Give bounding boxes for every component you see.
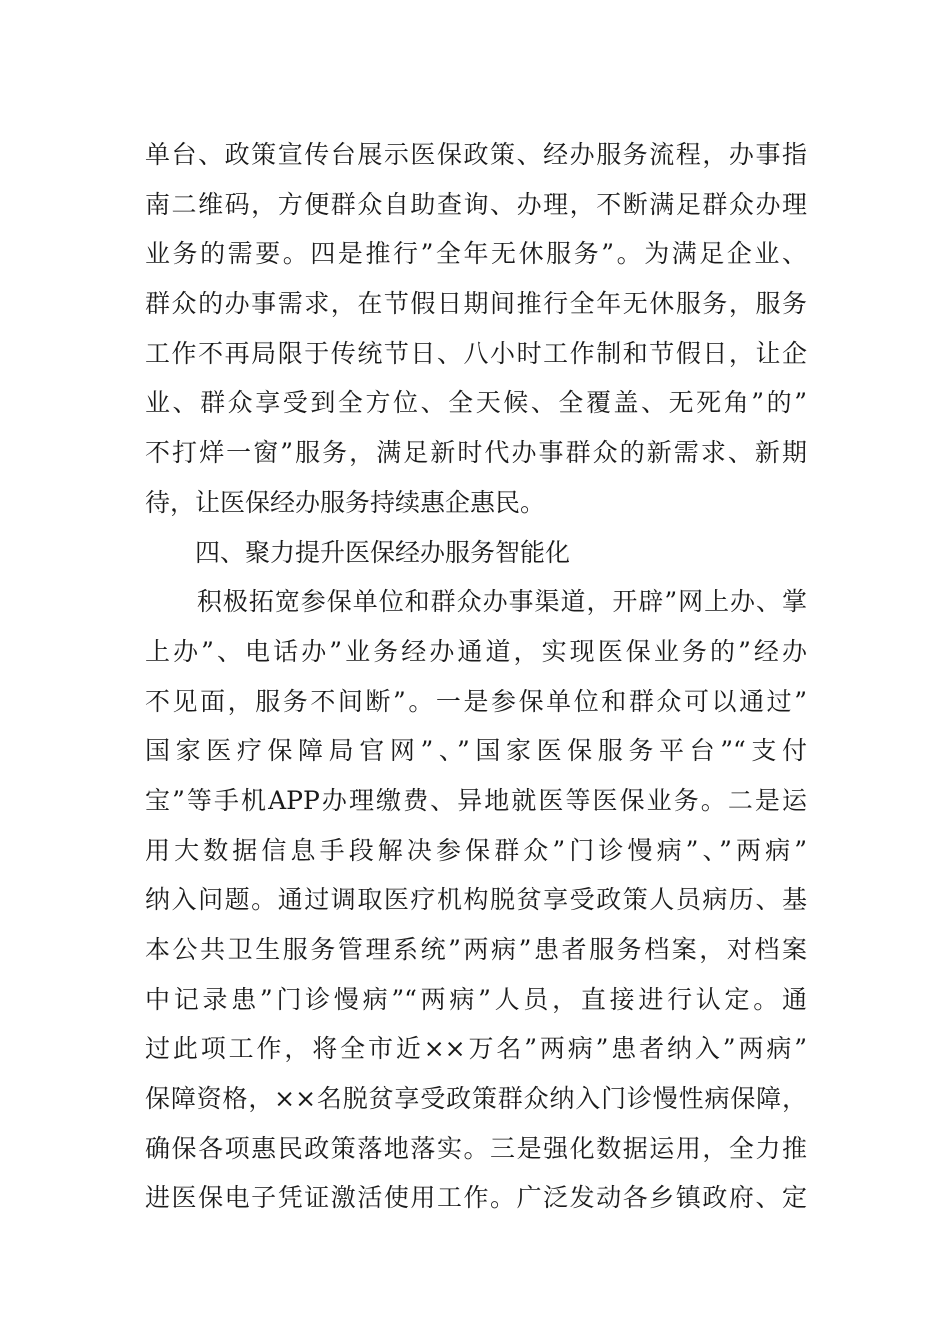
text-line: 确保各项惠民政策落地落实。三是强化数据运用，全力推 [145, 1133, 807, 1163]
text-line: 工作不再局限于传统节日、八小时工作制和节假日，让企 [145, 338, 807, 368]
document-body [145, 130, 807, 1223]
text-line: 用大数据信息手段解决参保群众”门诊慢病”、”两病” [145, 835, 807, 865]
text-line: 上办”、电话办”业务经办通道，实现医保业务的”经办 [145, 636, 807, 666]
text-line: 过此项工作，将全市近××万名”两病”患者纳入”两病” [145, 1034, 807, 1064]
text-line: 纳入问题。通过调取医疗机构脱贫享受政策人员病历、基 [145, 885, 807, 915]
text-line: 不见面，服务不间断”。一是参保单位和群众可以通过” [145, 686, 807, 716]
text-line: 本公共卫生服务管理系统”两病”患者服务档案，对档案 [145, 935, 807, 964]
text-line: 群众的办事需求，在节假日期间推行全年无休服务，服务 [145, 289, 807, 319]
section-heading: 四、聚力提升医保经办服务智能化 [145, 537, 571, 567]
text-line: 进医保电子凭证激活使用工作。广泛发动各乡镇政府、定 [145, 1183, 807, 1213]
text-line: 保障资格，××名脱贫享受政策群众纳入门诊慢性病保障， [145, 1084, 807, 1114]
text-line: 待，让医保经办服务持续惠企惠民。 [145, 487, 546, 517]
text-line: 单台、政策宣传台展示医保政策、经办服务流程，办事指 [145, 140, 807, 169]
text-line: 积极拓宽参保单位和群众办事渠道，开辟”网上办、掌 [145, 587, 807, 617]
text-line: 国家医疗保障局官网”、”国家医保服务平台”“支付 [145, 736, 807, 766]
text-line: 不打烊一窗”服务，满足新时代办事群众的新需求、新期 [145, 438, 807, 468]
text-line: 南二维码，方便群众自助查询、办理，不断满足群众办理 [145, 189, 807, 219]
text-line: 业、群众享受到全方位、全天候、全覆盖、无死角”的” [145, 388, 807, 418]
text-line: 中记录患”门诊慢病”“两病”人员，直接进行认定。通 [145, 984, 807, 1014]
text-line: 业务的需要。四是推行”全年无休服务”。为满足企业、 [145, 239, 807, 269]
text-line: 宝”等手机APP办理缴费、异地就医等医保业务。二是运 [145, 785, 807, 815]
